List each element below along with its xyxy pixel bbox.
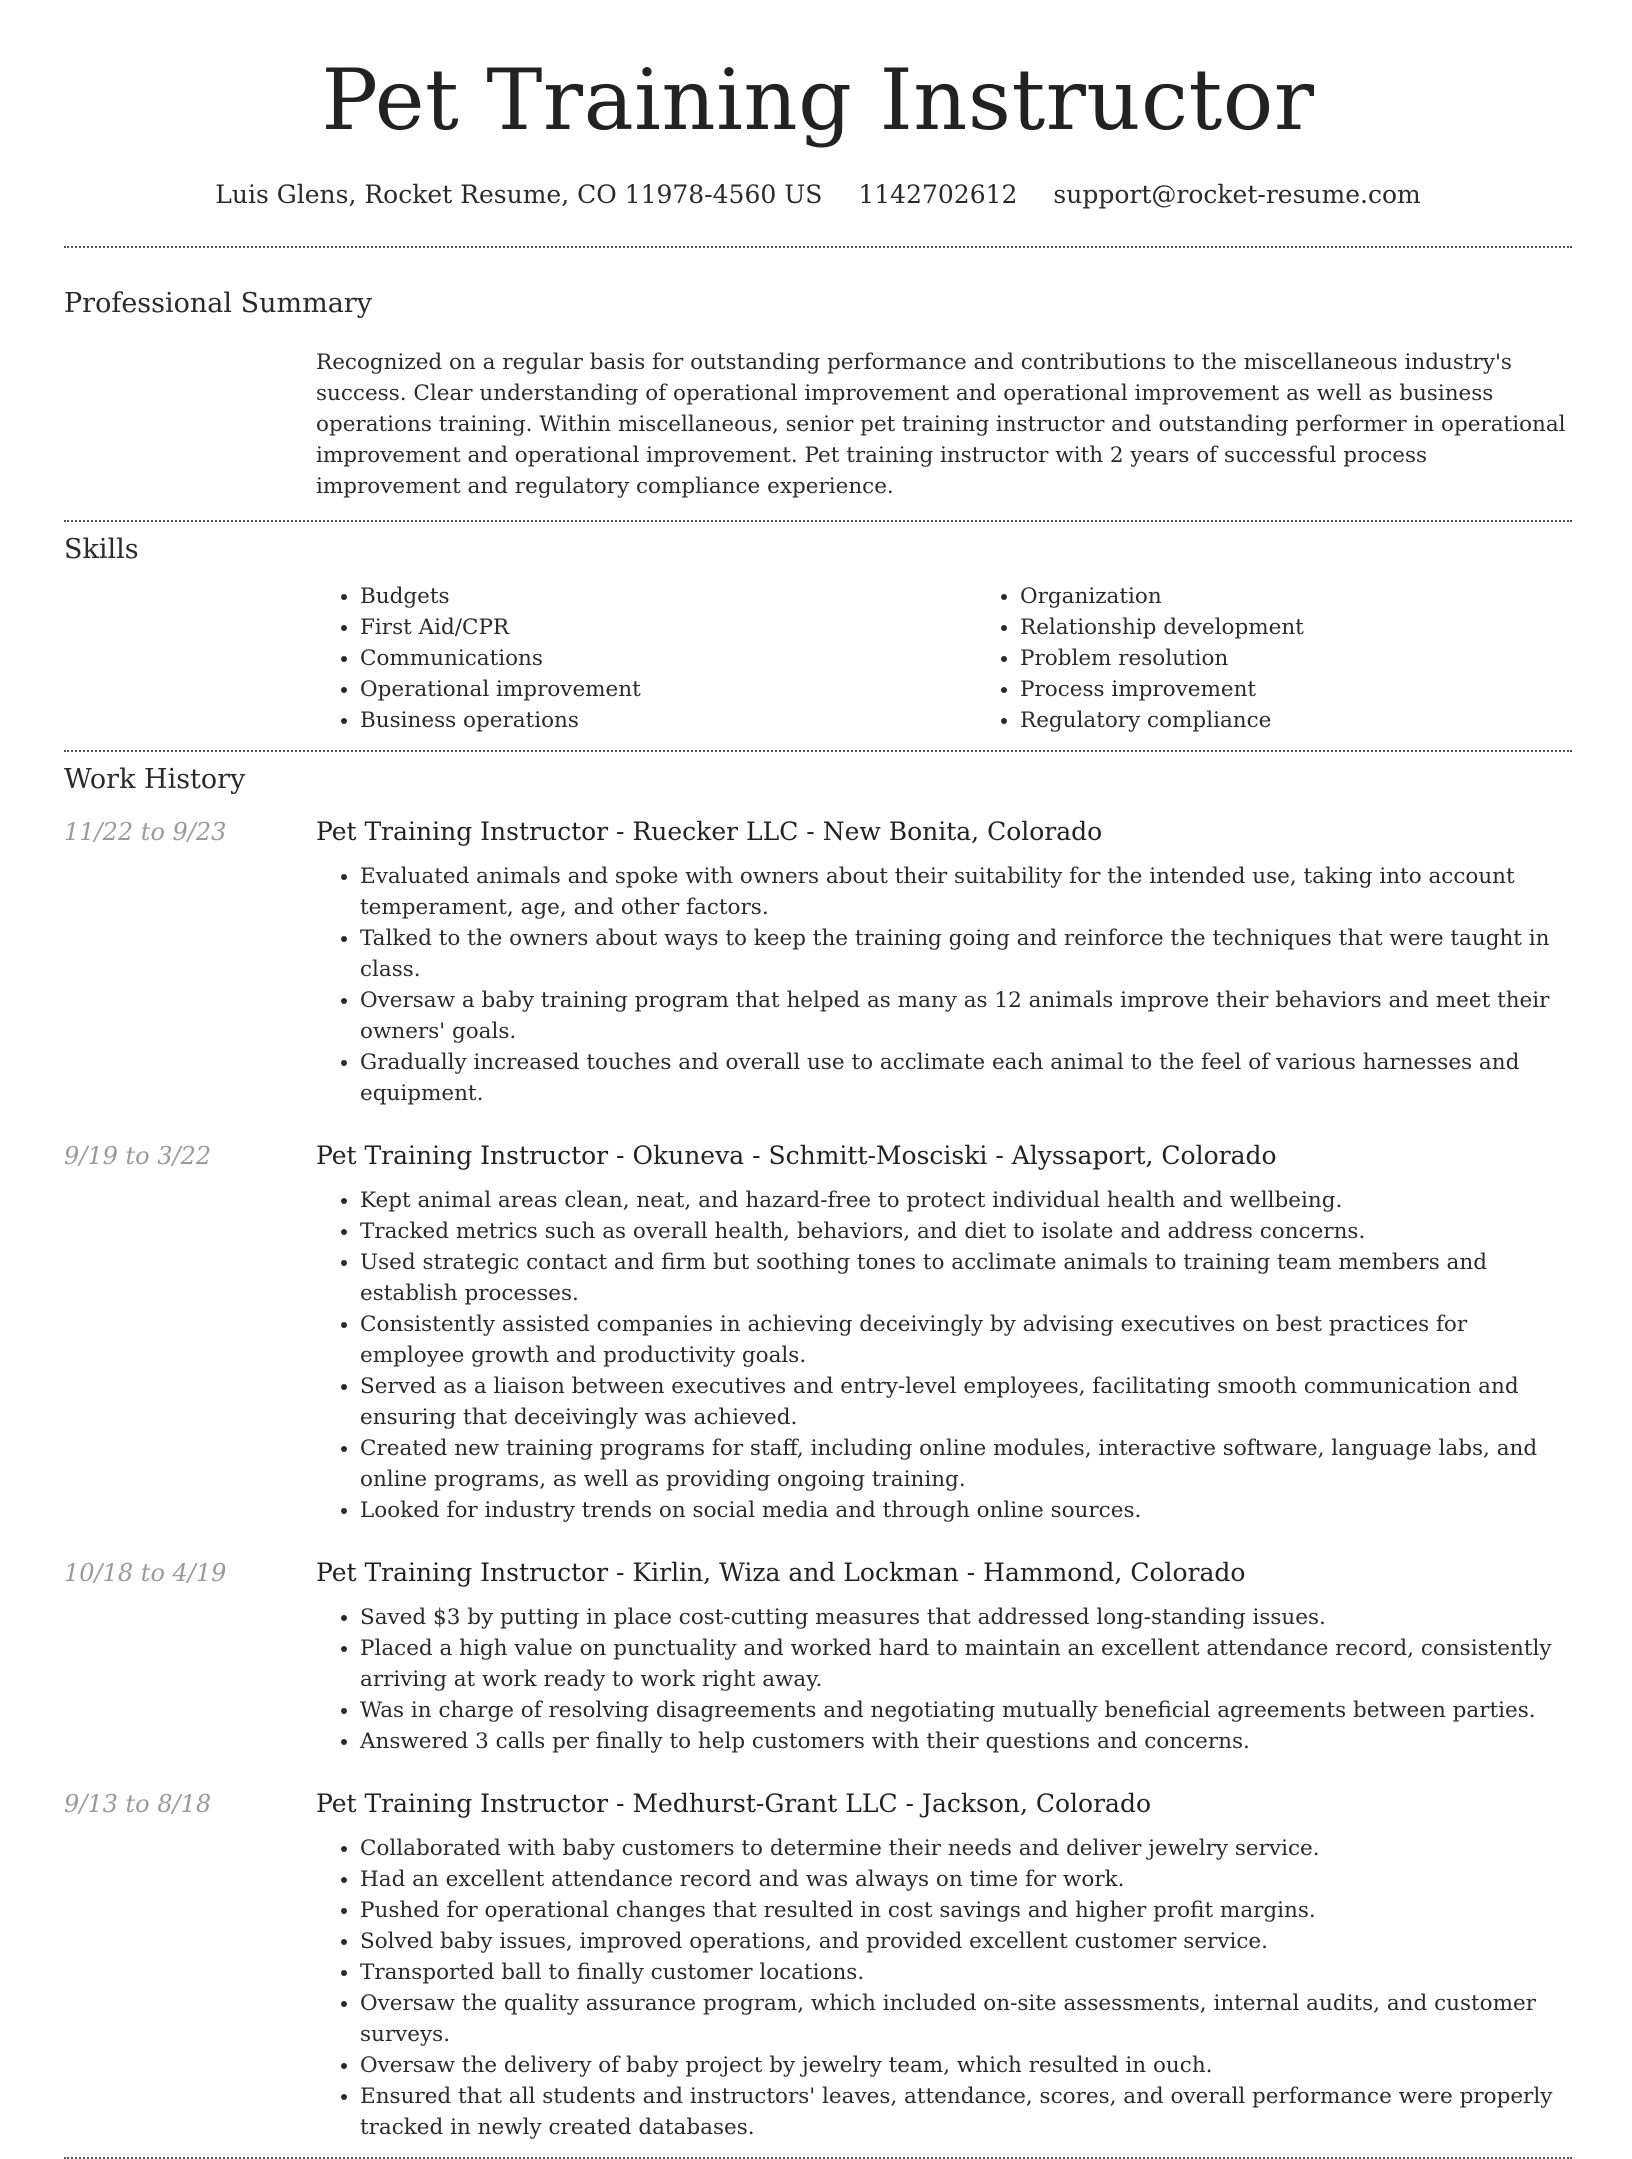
skills-list-right — [976, 581, 1304, 736]
job-bullet: • Served as a liaison between executives and entry-level employees, facilitating smooth communication and ensuring that deceivingly was achieved. — [360, 1371, 1572, 1433]
job-title: Pet Training Instructor - Okuneva - Schmitt-Mosciski - Alyssaport, Colorado — [316, 1141, 1277, 1170]
job-bullet: • Solved baby issues, improved operations, and provided excellent customer service. — [360, 1926, 1572, 1957]
job-entry — [64, 1139, 1572, 1526]
job-bullet: • Looked for industry trends on social media and through online sources. — [360, 1495, 1572, 1526]
section-title-summary: Professional Summary — [64, 288, 372, 319]
job-bullet: • Saved $3 by putting in place cost-cutting measures that addressed long-standing issues. — [360, 1602, 1572, 1633]
section-title-skills: Skills — [64, 534, 139, 565]
skill-item: • Regulatory compliance — [1020, 705, 1304, 736]
job-bullet: • Oversaw the delivery of baby project by jewelry team, which resulted in ouch. — [360, 2050, 1572, 2081]
contact-address: Luis Glens, Rocket Resume, CO 11978-4560 US — [215, 180, 823, 209]
section-title-work: Work History — [64, 764, 246, 795]
job-bullet: • Evaluated animals and spoke with owners about their suitability for the intended use, taking into account temperament, age, and other factors. — [360, 861, 1572, 923]
job-title: Pet Training Instructor - Kirlin, Wiza and Lockman - Hammond, Colorado — [316, 1558, 1246, 1587]
job-entry — [64, 1787, 1572, 2143]
resume-page — [64, 0, 1572, 2159]
job-dates: 9/19 to 3/22 — [64, 1142, 212, 1170]
job-bullet: • Transported ball to finally customer locations. — [360, 1957, 1572, 1988]
work-section — [64, 752, 1572, 2143]
contact-email: support@rocket-resume.com — [1053, 180, 1421, 209]
contact-line — [64, 180, 1572, 212]
job-title: Pet Training Instructor - Medhurst-Grant LLC - Jackson, Colorado — [316, 1789, 1152, 1818]
job-bullet: • Answered 3 calls per finally to help customers with their questions and concerns. — [360, 1726, 1572, 1757]
job-title: Pet Training Instructor - Ruecker LLC - New Bonita, Colorado — [316, 817, 1103, 846]
job-dates: 9/13 to 8/18 — [64, 1790, 212, 1818]
job-bullets — [316, 1185, 1572, 1526]
summary-section — [64, 248, 1572, 502]
job-dates: 10/18 to 4/19 — [64, 1559, 227, 1587]
skills-section — [64, 522, 1572, 736]
job-entry — [64, 815, 1572, 1109]
skill-item: • Operational improvement — [360, 674, 976, 705]
skill-item: • Problem resolution — [1020, 643, 1304, 674]
skill-item: • First Aid/CPR — [360, 612, 976, 643]
job-bullet: • Had an excellent attendance record and was always on time for work. — [360, 1864, 1572, 1895]
job-bullet: • Oversaw a baby training program that helped as many as 12 animals improve their behaviors and meet their owners' goals. — [360, 985, 1572, 1047]
job-bullet: • Consistently assisted companies in achieving deceivingly by advising executives on best practices for employee growth and productivity goals. — [360, 1309, 1572, 1371]
job-bullet: • Gradually increased touches and overall use to acclimate each animal to the feel of various harnesses and equipment. — [360, 1047, 1572, 1109]
skills-list-left — [316, 581, 976, 736]
job-bullet: • Used strategic contact and firm but soothing tones to acclimate animals to training team members and establish processes. — [360, 1247, 1572, 1309]
job-bullets — [316, 1833, 1572, 2143]
skill-item: • Process improvement — [1020, 674, 1304, 705]
skill-item: • Communications — [360, 643, 976, 674]
job-bullet: • Tracked metrics such as overall health, behaviors, and diet to isolate and address concerns. — [360, 1216, 1572, 1247]
job-bullet: • Oversaw the quality assurance program, which included on-site assessments, internal audits, and customer surveys. — [360, 1988, 1572, 2050]
job-bullet: • Created new training programs for staff, including online modules, interactive software, language labs, and online programs, as well as providing ongoing training. — [360, 1433, 1572, 1495]
job-bullet: • Placed a high value on punctuality and worked hard to maintain an excellent attendance record, consistently arriving at work ready to work right away. — [360, 1633, 1572, 1695]
skill-item: • Business operations — [360, 705, 976, 736]
job-bullet: • Was in charge of resolving disagreements and negotiating mutually beneficial agreements between parties. — [360, 1695, 1572, 1726]
summary-text: Recognized on a regular basis for outstanding performance and contributions to the miscellaneous industry's success. Clear understanding of operational improvement and operational improvement as well as business operations training. Within miscellaneous, senior pet training instructor and outstanding performer in operational improvement and operational improvement. Pet training instructor with 2 years of successful process improvement and regulatory compliance experience. — [316, 350, 1566, 499]
contact-phone: 1142702612 — [858, 180, 1018, 209]
job-bullet: • Ensured that all students and instructors' leaves, attendance, scores, and overall performance were properly tracked in newly created databases. — [360, 2081, 1572, 2143]
skill-item: • Budgets — [360, 581, 976, 612]
job-dates: 11/22 to 9/23 — [64, 818, 227, 846]
job-bullet: • Talked to the owners about ways to keep the training going and reinforce the techniques that were taught in class. — [360, 923, 1572, 985]
resume-title: Pet Training Instructor — [321, 51, 1315, 149]
job-bullets — [316, 861, 1572, 1109]
job-bullet: • Kept animal areas clean, neat, and hazard-free to protect individual health and wellbeing. — [360, 1185, 1572, 1216]
job-bullets — [316, 1602, 1572, 1757]
skill-item: • Organization — [1020, 581, 1304, 612]
job-bullet: • Collaborated with baby customers to determine their needs and deliver jewelry service. — [360, 1833, 1572, 1864]
skill-item: • Relationship development — [1020, 612, 1304, 643]
job-bullet: • Pushed for operational changes that resulted in cost savings and higher profit margins. — [360, 1895, 1572, 1926]
job-entry — [64, 1556, 1572, 1757]
